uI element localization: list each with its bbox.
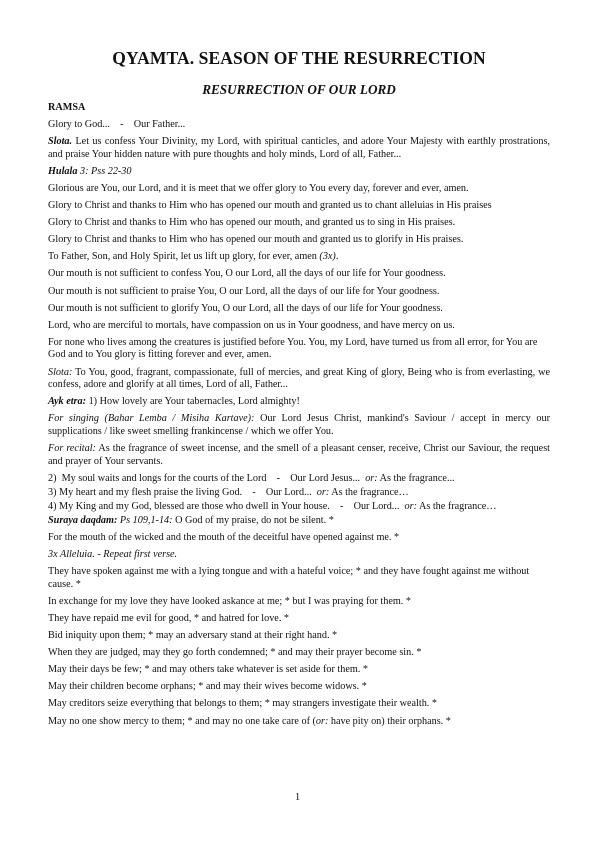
psalm-line-4: They have repaid me evil for good, * and hatred for love. * <box>48 613 290 624</box>
label-suraya: Suraya daqdam: <box>48 514 118 526</box>
label-slota: Slota. <box>48 136 73 148</box>
document-body <box>48 102 550 728</box>
line-doxology: To Father, Son, and Holy Spirit, let us lift up glory, for ever, amen (3x). <box>48 251 339 263</box>
label-hulala: Hulala <box>48 165 78 177</box>
line-suraya: Suraya daqdam: Ps 109,1-14: O God of my praise, do not be silent. * <box>48 514 334 526</box>
paragraph-slota <box>48 136 550 161</box>
section-heading-ramsa: RAMSA <box>48 102 86 113</box>
psalm-line-8: May their children become orphans; * and may their wives become widows. * <box>48 681 367 693</box>
line-mouth-glorify: Our mouth is not sufficient to glorify You, O our Lord, all the days of our life for Your goodness. <box>48 302 443 314</box>
line-hulala <box>48 166 550 179</box>
paragraph-for-singing: For singing (Bahar Lemba / Misiha Kartave): Our Lord Jesus Christ, mankind's Saviour / accept in mercy our supplications / like sweet smelling frankincense / which we offer You. <box>48 413 550 437</box>
verse-3: 3) My heart and my flesh praise the living God. - Our Lord... or: As the fragrance… <box>48 486 409 498</box>
psalm-line-9: May creditors seize everything that belongs to them; * may strangers investigate their wealth. * <box>48 698 437 710</box>
text-slota: Let us confess Your Divinity, my Lord, with spiritual canticles, and adore Your Majesty with earthly prostrations, and praise Your hidden nature with pure thoughts and holy minds, Lord of all, Father... <box>48 136 550 160</box>
line-glory-christ-3: Glory to Christ and thanks to Him who has opened our mouth and granted us to glorify in His praises. <box>48 234 464 246</box>
ref-hulala: 3: Pss 22-30 <box>77 165 132 177</box>
line-glory-christ-2: Glory to Christ and thanks to Him who has opened our mouth, and granted us to sing in His praises. <box>48 217 456 229</box>
label-for-recital: For recital: <box>48 442 96 454</box>
label-for-singing: For singing (Bahar Lemba / Misiha Kartave): <box>48 413 255 425</box>
line-mouth-confess: Our mouth is not sufficient to confess You, O our Lord, all the days of our life for Your goodness. <box>48 268 446 280</box>
label-slota-2: Slota: <box>48 366 73 378</box>
paragraph-for-recital: For recital: As the fragrance of sweet incense, and the smell of a pleasant censer, receive, Christ our Saviour, the request and prayer of Your servants. <box>48 442 550 467</box>
line-glory: Glory to God... - Our Father... <box>48 119 186 131</box>
line-merciful: Lord, who are merciful to mortals, have compassion on us in Your goodness, and have mercy on us. <box>48 319 455 331</box>
psalm-line-10: May no one show mercy to them; * and may no one take care of (or: have pity on) their orphans. * <box>48 715 451 727</box>
psalm-line-5: Bid iniquity upon them; * may an adversary stand at their right hand. * <box>48 630 338 642</box>
psalm-line-2: They have spoken against me with a lying tongue and with a hateful voice; * and they have fought against me without cause. * <box>48 566 530 590</box>
page-subtitle: RESURRECTION OF OUR LORD <box>202 82 396 97</box>
psalm-line-1: For the mouth of the wicked and the mouth of the deceitful have opened against me. * <box>48 532 400 544</box>
line-ayk-etra: Ayk etra: 1) How lovely are Your tabernacles, Lord almighty! <box>48 396 300 408</box>
psalm-line-6: When they are judged, may they go forth condemned; * and may their prayer become sin. * <box>48 647 422 659</box>
line-glorious: Glorious are You, our Lord, and it is meet that we offer glory to You every day, forever and ever, amen. <box>48 182 469 194</box>
paragraph-slota-2: Slota: To You, good, fragrant, compassionate, full of mercies, and great King of glory, Being who is from everlasting, we confess, adore and glorify at all times, Lord of all, Father... <box>48 366 550 391</box>
paragraph-justified: For none who lives among the creatures is justified before You. You, my Lord, have turned us from all error, for You are God and to You glory is fitting forever and ever, amen. <box>48 336 538 361</box>
verse-2: 2) My soul waits and longs for the courts of the Lord - Our Lord Jesus... or: As the fragrance... <box>48 472 455 484</box>
label-ayk-etra: Ayk etra: <box>48 396 87 408</box>
psalm-line-3: In exchange for my love they have looked askance at me; * but I was praying for them. * <box>48 595 411 607</box>
page-title: QYAMTA. SEASON OF THE RESURRECTION <box>112 48 486 68</box>
line-mouth-praise: Our mouth is not sufficient to praise You, O our Lord, all the days of our life for Your goodness. <box>48 285 440 297</box>
psalm-line-7: May their days be few; * and may others take whatever is set aside for them. * <box>48 664 368 676</box>
page-number: 1 <box>294 792 301 803</box>
rubric-alleluia: 3x Alleluia. - Repeat first verse. <box>48 549 178 561</box>
verse-4: 4) My King and my God, blessed are those who dwell in Your house. - Our Lord... or: As the fragrance… <box>48 500 497 512</box>
line-glory-christ-1: Glory to Christ and thanks to Him who has opened our mouth and granted us to chant alleluias in His praises <box>48 200 492 212</box>
ref-suraya: Ps 109,1-14: <box>117 514 173 526</box>
